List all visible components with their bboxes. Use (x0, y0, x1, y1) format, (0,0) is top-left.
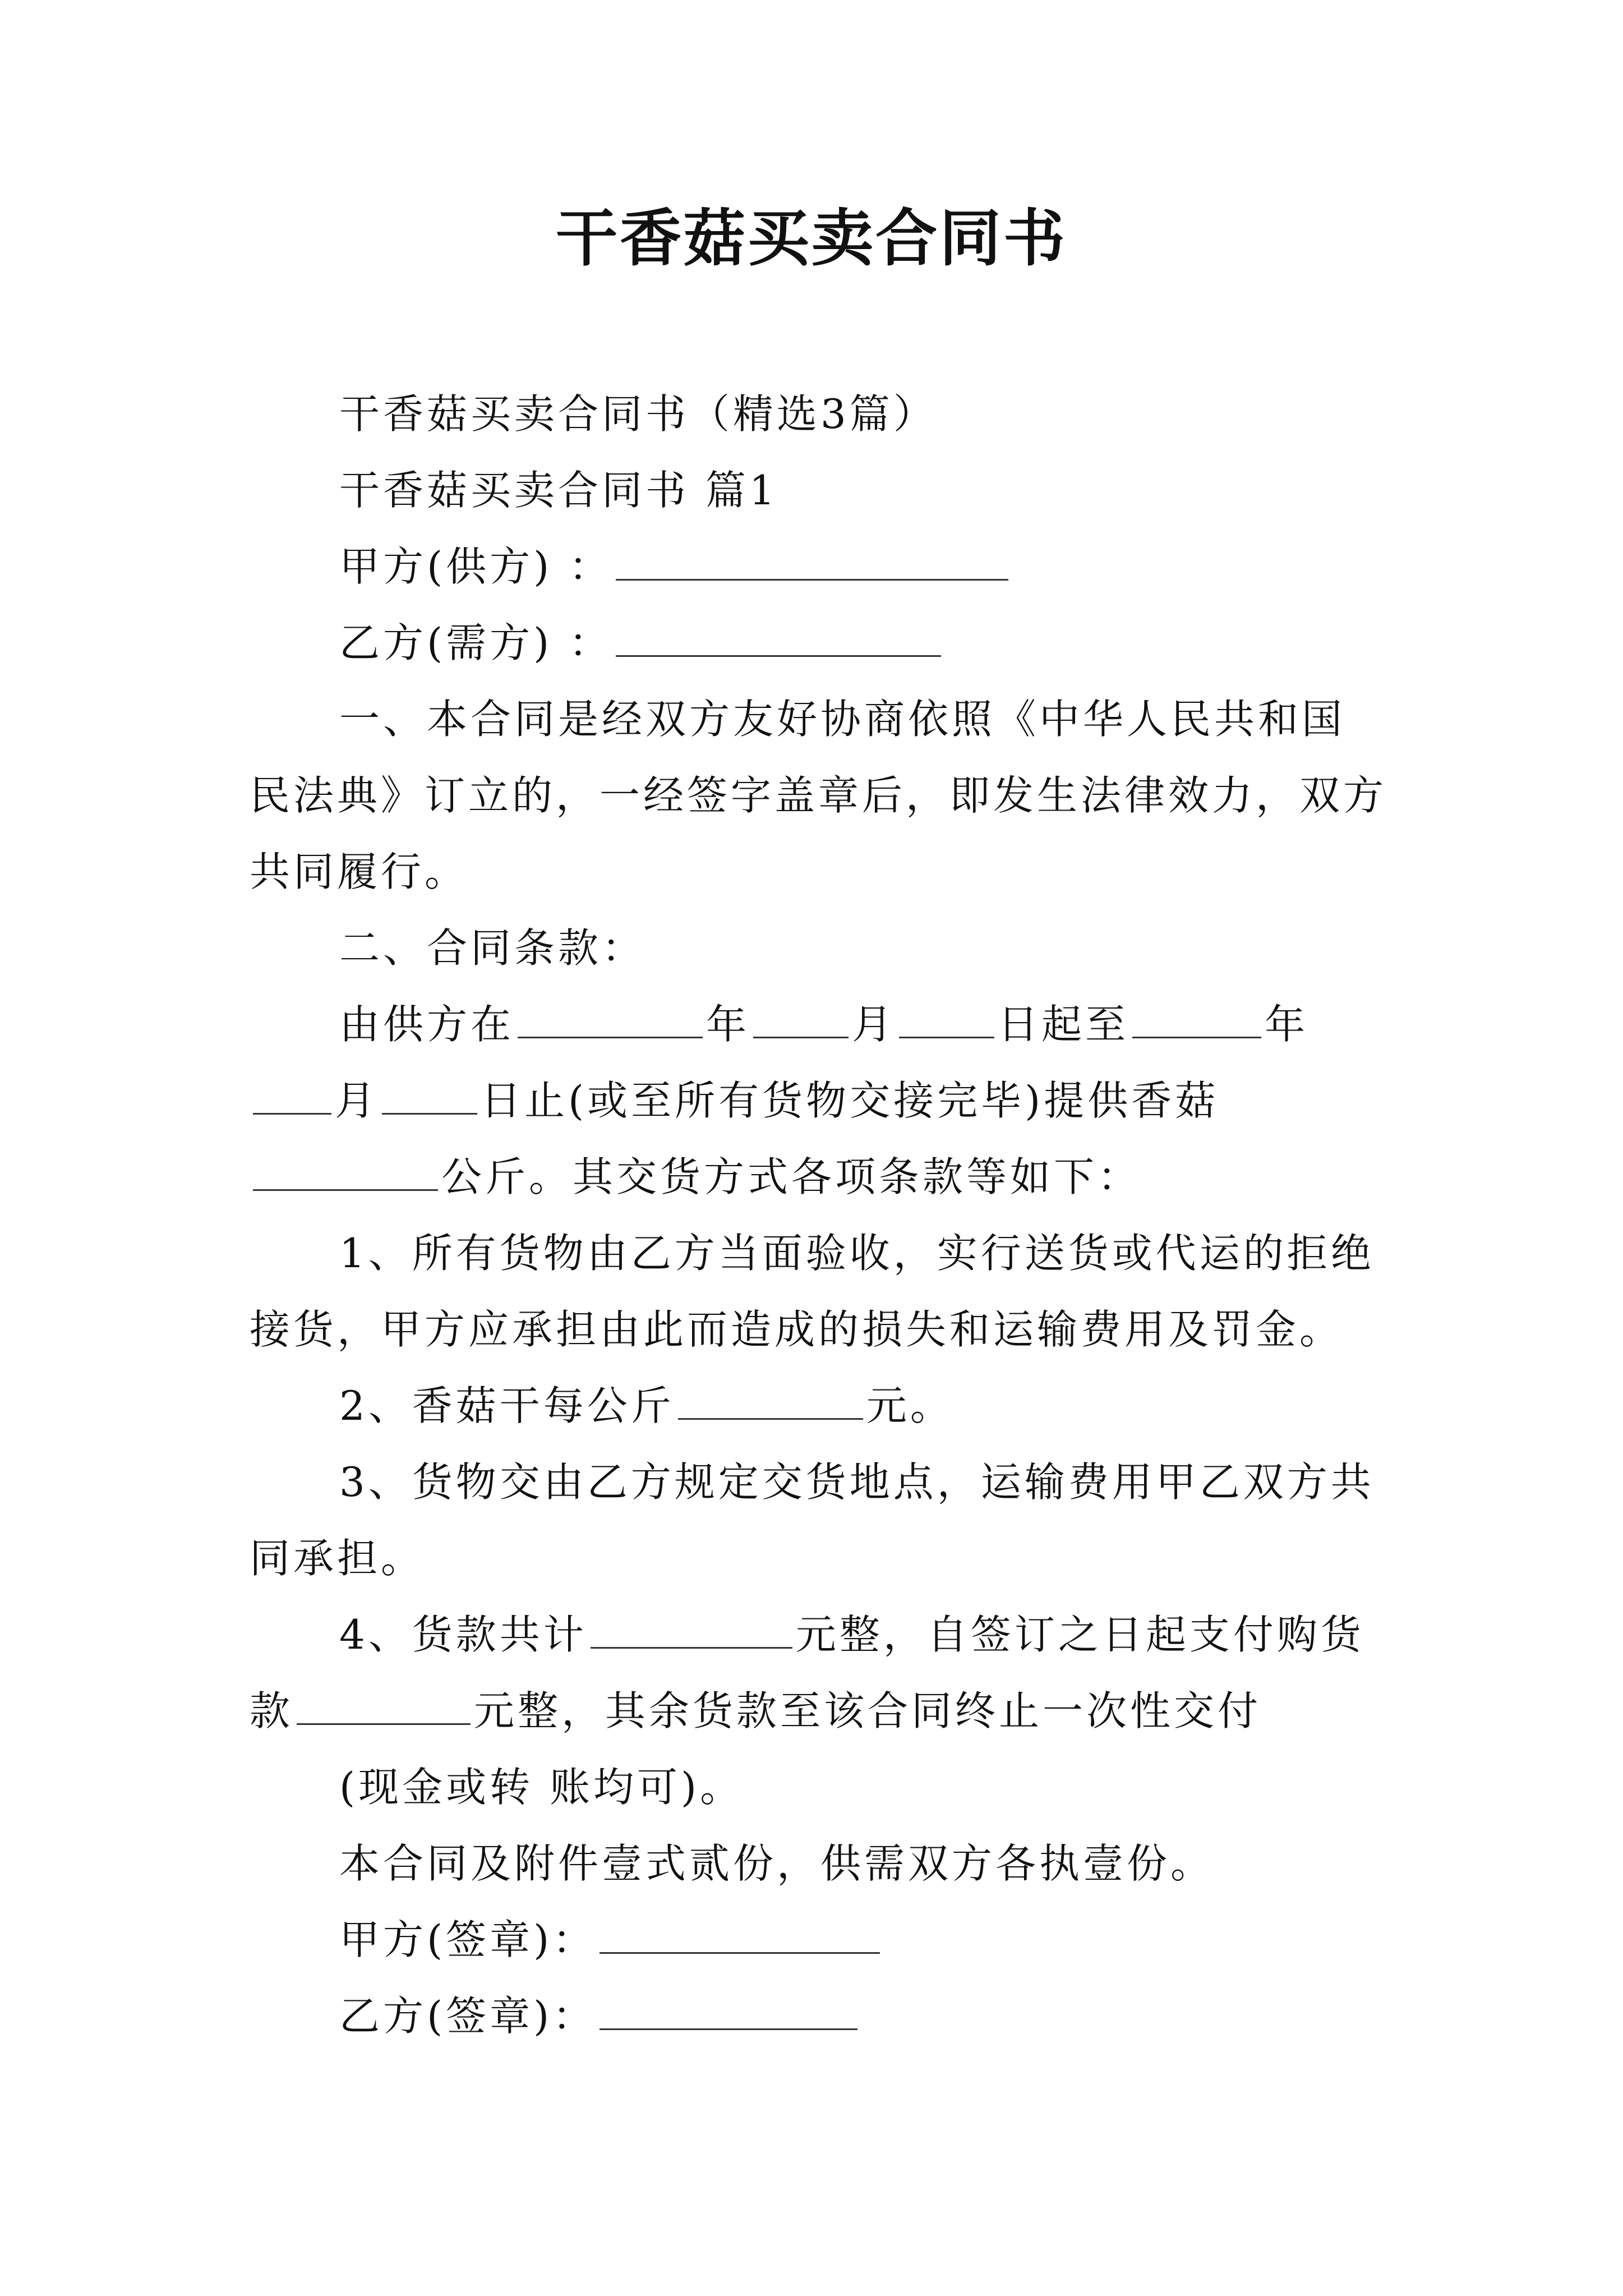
price-blank[interactable] (678, 1373, 863, 1420)
supply-day-from: 日起至 (998, 1001, 1129, 1048)
clause-1: 一、本合同是经双方友好协商依照《中华人民共和国民法典》订立的，一经签字盖章后，即发生法律效力，双方共同履行。 (250, 696, 1387, 895)
item-4-text-3: 元整，其余货款至该合同终止一次性交付 (474, 1687, 1262, 1734)
party-b-label: 乙方(需方) ： (339, 619, 613, 666)
subtitle: 干香菇买卖合同书（精选3篇） (339, 390, 937, 438)
sign-b-blank[interactable] (600, 1984, 857, 2030)
end-month-blank[interactable] (253, 1068, 331, 1115)
end-day-blank[interactable] (382, 1068, 477, 1115)
copies-clause: 本合同及附件壹式贰份，供需双方各执壹份。 (339, 1840, 1215, 1887)
item-1: 1、所有货物由乙方当面验收，实行送货或代运的拒绝接货，甲方应承担由此而造成的损失和运输费用及罚金。 (250, 1230, 1375, 1353)
quantity-blank[interactable] (253, 1144, 438, 1191)
supply-month1: 月 (852, 1001, 896, 1048)
supply-year2: 年 (1265, 1001, 1309, 1048)
end-year-blank[interactable] (1132, 992, 1261, 1038)
supply-unit: 公斤。其交货方式各项条款等如下： (441, 1153, 1142, 1200)
supply-text: 由供方在 (339, 1001, 515, 1048)
advance-payment-blank[interactable] (297, 1678, 471, 1725)
item-3: 3、货物交由乙方规定交货地点，运输费用甲乙双方共同承担。 (250, 1458, 1375, 1582)
supply-paragraph (250, 986, 1388, 1215)
item-4-text: 4、货款共计 (339, 1611, 587, 1658)
item-2-unit: 元。 (866, 1382, 954, 1429)
sign-b-line (250, 1978, 1388, 2054)
page-title: 干香菇买卖合同书 (556, 202, 1067, 274)
sign-a-blank[interactable] (600, 1907, 880, 1954)
clause-2-heading: 二、合同条款： (339, 924, 646, 972)
party-a-label: 甲方(供方) ： (339, 543, 613, 590)
section-heading: 干香菇买卖合同书 篇1 (339, 467, 778, 514)
party-a-line (250, 528, 1388, 605)
sign-b-label: 乙方(签章)： (339, 1993, 597, 2040)
start-month-blank[interactable] (753, 992, 849, 1038)
start-year-blank[interactable] (518, 992, 703, 1038)
supply-month2: 月 (335, 1077, 379, 1124)
sign-a-line (250, 1902, 1388, 1978)
supply-day-until: 日止(或至所有货物交接完毕)提供香菇 (481, 1077, 1219, 1124)
item-2 (250, 1368, 1388, 1444)
item-4-note: (现金或转 账均可)。 (339, 1764, 744, 1811)
total-payment-blank[interactable] (591, 1602, 792, 1649)
sign-a-label: 甲方(签章)： (339, 1916, 597, 1963)
document-body (250, 376, 1388, 2054)
supply-year1: 年 (706, 1001, 750, 1048)
party-b-blank[interactable] (616, 610, 941, 657)
item-2-text: 2、香菇干每公斤 (339, 1382, 675, 1429)
item-4 (250, 1596, 1388, 1749)
start-day-blank[interactable] (899, 992, 994, 1038)
party-a-blank[interactable] (616, 534, 1008, 581)
party-b-line (250, 605, 1388, 681)
item-4-text-2: 元整，自签订之日起支付购货款 (250, 1611, 1364, 1734)
